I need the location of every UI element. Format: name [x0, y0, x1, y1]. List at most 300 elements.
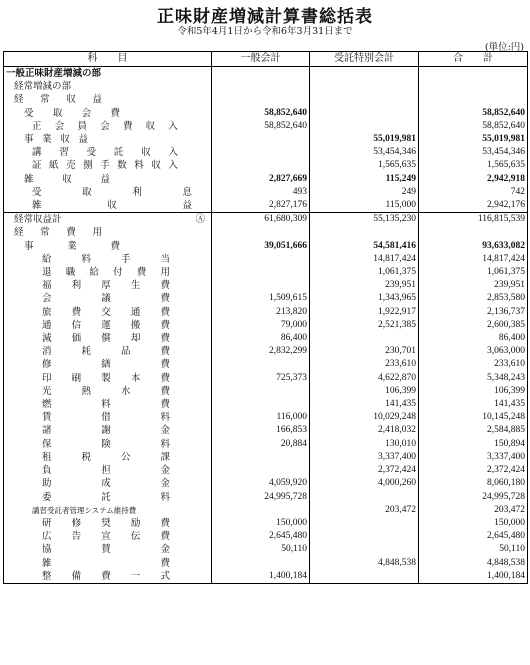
row-label-char: 費 — [160, 280, 170, 292]
row-label-char: 付 — [113, 267, 123, 279]
row-label-cell — [4, 199, 212, 213]
table-row — [4, 107, 528, 120]
row-label-cell — [4, 504, 212, 517]
row-label-char: 燃 — [42, 399, 52, 411]
row-label — [6, 398, 170, 411]
amount-total: 2,942,176 — [419, 199, 528, 213]
row-label-char: 経 — [14, 94, 24, 106]
row-label-cell — [4, 67, 212, 81]
row-label-cell — [4, 543, 212, 556]
amount-total: 2,942,918 — [419, 173, 528, 186]
row-label-char: 料 — [160, 438, 170, 450]
amount-total: 2,136,737 — [419, 306, 528, 319]
header-item: 科 目 — [4, 52, 212, 67]
row-label-char: 業 — [67, 240, 77, 252]
row-label-cell — [4, 332, 212, 345]
row-label-char: 修 — [71, 517, 82, 529]
amount-general — [212, 133, 310, 146]
row-label-char: 費 — [110, 107, 120, 119]
row-label-char: 広 — [42, 531, 52, 543]
unit-label: (単位:円) — [484, 42, 524, 53]
row-label-cell — [4, 306, 212, 319]
table-row — [4, 120, 528, 133]
statement-table — [3, 51, 528, 584]
row-label-char: 習 — [59, 147, 69, 159]
amount-total: 141,435 — [419, 398, 528, 411]
amount-total: 24,995,728 — [419, 491, 528, 504]
row-label-char: 減 — [42, 333, 52, 345]
row-label-char: 公 — [120, 451, 131, 463]
row-label — [6, 199, 192, 212]
table-row — [4, 543, 528, 556]
row-label-char: 入 — [168, 120, 178, 132]
row-label-char: 証 — [32, 160, 42, 172]
amount-general: 61,680,309 — [212, 213, 310, 227]
row-label-char: 会 — [81, 107, 92, 119]
row-label-char: 費 — [122, 120, 133, 132]
table-row — [4, 411, 528, 424]
row-label-char: 収 — [66, 94, 76, 106]
row-label-char: 保 — [42, 438, 52, 450]
amount-trust: 106,399 — [310, 385, 419, 398]
row-label-char: 会 — [100, 120, 110, 132]
amount-general: 2,827,669 — [212, 173, 310, 186]
amount-general: 79,000 — [212, 319, 310, 332]
row-label-cell — [4, 173, 212, 186]
row-label-char: 整 — [42, 570, 52, 582]
table-row — [4, 240, 528, 253]
row-label — [6, 279, 170, 292]
amount-general — [212, 504, 310, 517]
amount-total: 2,372,424 — [419, 464, 528, 477]
row-label-char: 料 — [160, 491, 170, 503]
row-label — [6, 451, 170, 464]
row-label-char: 旅 — [42, 306, 52, 318]
header-general: 一般会計 — [212, 52, 310, 67]
amount-general: 86,400 — [212, 332, 310, 345]
table-row — [4, 80, 528, 93]
row-label — [6, 107, 120, 120]
row-label: 経常増減の部 — [14, 81, 72, 93]
row-label — [6, 570, 170, 583]
amount-total: 203,472 — [419, 504, 528, 517]
row-label-char: 費 — [101, 570, 111, 582]
amount-total: 2,600,385 — [419, 319, 528, 332]
row-label-char: 奨 — [101, 517, 111, 529]
table-row — [4, 372, 528, 385]
row-label-cell — [4, 80, 212, 93]
table-row — [4, 345, 528, 358]
row-label-char: 息 — [182, 186, 192, 198]
amount-total: 233,610 — [419, 358, 528, 371]
row-label-char: 費 — [66, 227, 76, 239]
row-label-char: 会 — [54, 120, 65, 132]
row-label-cell — [4, 424, 212, 437]
row-label-char: 議 — [101, 293, 111, 305]
amount-trust — [310, 517, 419, 530]
table-row — [4, 557, 528, 570]
amount-general: 4,059,920 — [212, 477, 310, 490]
row-label-cell — [4, 240, 212, 253]
row-label-cell — [4, 226, 212, 239]
amount-total — [419, 226, 528, 239]
row-label — [6, 464, 170, 477]
amount-total: 58,852,640 — [419, 120, 528, 133]
table-row — [4, 253, 528, 266]
amount-total: 3,063,000 — [419, 345, 528, 358]
amount-trust: 249 — [310, 186, 419, 199]
row-label-char: 取 — [82, 186, 92, 198]
row-label-char: 交 — [101, 306, 111, 318]
row-label-char: 負 — [42, 465, 52, 477]
row-label-char: 講 — [32, 147, 42, 159]
row-label-char: 費 — [160, 372, 170, 384]
row-label-char: 託 — [101, 491, 111, 503]
amount-general — [212, 146, 310, 159]
amount-trust — [310, 491, 419, 504]
row-label-char: 印 — [42, 372, 52, 384]
row-label-char: 賃 — [42, 412, 52, 424]
table-row — [4, 146, 528, 159]
amount-trust: 203,472 — [310, 504, 419, 517]
table-row — [4, 67, 528, 81]
amount-total: 58,852,640 — [419, 107, 528, 120]
row-label-char: 借 — [101, 412, 111, 424]
row-label-cell — [4, 146, 212, 159]
row-label — [6, 292, 170, 305]
table-row — [4, 93, 528, 106]
amount-total: 10,145,248 — [419, 411, 528, 424]
row-label — [6, 385, 170, 398]
row-label-char: 取 — [52, 107, 63, 119]
row-label-char: 費 — [160, 399, 170, 411]
amount-trust: 141,435 — [310, 398, 419, 411]
amount-trust: 130,010 — [310, 438, 419, 451]
row-label-char: 却 — [130, 333, 141, 345]
row-label-char: 消 — [42, 346, 52, 358]
amount-trust — [310, 570, 419, 584]
row-label-char: 厚 — [101, 280, 111, 292]
row-label-char: 利 — [132, 186, 142, 198]
amount-trust: 1,343,965 — [310, 292, 419, 305]
amount-general — [212, 451, 310, 464]
row-label-char: 業 — [42, 134, 52, 146]
amount-total — [419, 80, 528, 93]
row-label-cell — [4, 292, 212, 305]
row-label-char: 利 — [71, 280, 82, 292]
table-row — [4, 159, 528, 172]
row-label-char: 料 — [134, 160, 144, 172]
row-label — [6, 186, 192, 199]
amount-general: 725,373 — [212, 372, 310, 385]
row-label — [6, 345, 170, 358]
row-label-char: 収 — [107, 200, 117, 212]
table-row — [4, 319, 528, 332]
amount-total: 239,951 — [419, 279, 528, 292]
amount-trust — [310, 226, 419, 239]
row-label-char: 一 — [130, 570, 141, 582]
row-label-char: 繕 — [101, 359, 111, 371]
amount-total: 2,584,885 — [419, 424, 528, 437]
row-label-char: 入 — [168, 160, 178, 172]
row-label-char: 価 — [71, 333, 82, 345]
row-label-char: 入 — [168, 147, 178, 159]
row-label-cell — [4, 464, 212, 477]
row-label-char: 雑 — [24, 173, 34, 185]
row-label-char: 費 — [160, 385, 170, 397]
row-label-char: 賛 — [101, 544, 111, 556]
amount-trust: 54,581,416 — [310, 240, 419, 253]
row-label — [6, 491, 170, 504]
subtotal-mark: Ⓐ — [195, 214, 205, 226]
row-label-char: 費 — [160, 517, 170, 529]
amount-trust: 53,454,346 — [310, 146, 419, 159]
header-trust: 受託特別会計 — [310, 52, 419, 67]
row-label-char: 水 — [120, 385, 131, 397]
amount-total: 1,565,635 — [419, 159, 528, 172]
row-label-cell — [4, 398, 212, 411]
row-label-cell — [4, 477, 212, 490]
row-label-char: 金 — [160, 544, 170, 556]
row-label-char: 料 — [160, 412, 170, 424]
row-label-char: 備 — [71, 570, 82, 582]
amount-total: 53,454,346 — [419, 146, 528, 159]
table-row — [4, 279, 528, 292]
row-label-cell — [4, 372, 212, 385]
table-row — [4, 570, 528, 584]
row-label-char: 給 — [42, 253, 52, 265]
row-label — [6, 424, 170, 437]
row-label-char: 収 — [60, 134, 70, 146]
row-label-char: 給 — [89, 267, 99, 279]
row-label-cell — [4, 438, 212, 451]
row-label — [6, 240, 120, 253]
row-label-char: 励 — [130, 517, 141, 529]
row-label-char: 通 — [130, 306, 141, 318]
amount-trust — [310, 530, 419, 543]
amount-total: 5,348,243 — [419, 372, 528, 385]
row-label-char: 益 — [92, 94, 102, 106]
table-row — [4, 266, 528, 279]
row-label-char: 経 — [14, 227, 24, 239]
row-label — [6, 159, 178, 172]
row-label-char: 収 — [145, 120, 156, 132]
row-label-char: 委 — [42, 491, 52, 503]
row-label — [6, 438, 170, 451]
amount-trust: 1,565,635 — [310, 159, 419, 172]
amount-general: 2,827,176 — [212, 199, 310, 213]
row-label-char: 信 — [71, 319, 82, 331]
row-label-char: 正 — [32, 120, 42, 132]
amount-trust: 2,372,424 — [310, 464, 419, 477]
amount-general — [212, 385, 310, 398]
amount-general — [212, 226, 310, 239]
row-label — [6, 557, 170, 570]
amount-total: 93,633,082 — [419, 240, 528, 253]
row-label-char: 金 — [160, 465, 170, 477]
row-label-char: 担 — [101, 465, 111, 477]
row-label-cell — [4, 186, 212, 199]
row-label-char: 険 — [101, 438, 111, 450]
amount-total: 106,399 — [419, 385, 528, 398]
page-title: 正味財産増減計算書総括表 — [157, 7, 373, 27]
row-label — [6, 517, 170, 530]
row-label-char: 受 — [86, 147, 97, 159]
amount-general — [212, 464, 310, 477]
row-label-char: 員 — [77, 120, 87, 132]
row-label-char: 運 — [101, 319, 111, 331]
table-row — [4, 451, 528, 464]
amount-general: 58,852,640 — [212, 107, 310, 120]
row-label-char: 手 — [120, 253, 131, 265]
row-label — [6, 332, 170, 345]
amount-trust: 4,622,870 — [310, 372, 419, 385]
amount-trust: 115,249 — [310, 173, 419, 186]
row-label-char: 雑 — [42, 557, 52, 569]
row-label-char: 耗 — [81, 346, 91, 358]
amount-general — [212, 253, 310, 266]
row-label-char: 修 — [42, 359, 52, 371]
amount-total: 50,110 — [419, 543, 528, 556]
row-label — [6, 372, 170, 385]
row-label: 講習受託者管理システム維持費 — [32, 505, 137, 515]
amount-general: 39,051,666 — [212, 240, 310, 253]
amount-total — [419, 93, 528, 106]
amount-trust — [310, 93, 419, 106]
row-label-char: 光 — [42, 385, 52, 397]
row-label-char: 費 — [160, 531, 170, 543]
amount-trust: 239,951 — [310, 279, 419, 292]
amount-trust: 4,000,260 — [310, 477, 419, 490]
row-label-char: 事 — [24, 134, 34, 146]
amount-general — [212, 358, 310, 371]
amount-general — [212, 557, 310, 570]
row-label-cell — [4, 570, 212, 584]
amount-trust — [310, 120, 419, 133]
row-label-char: 益 — [78, 134, 88, 146]
row-label-char: 刷 — [71, 372, 82, 384]
row-label-char: 託 — [113, 147, 124, 159]
row-label — [6, 146, 178, 159]
row-label-char: 式 — [160, 570, 170, 582]
row-label-char: 謝 — [101, 425, 111, 437]
table-row — [4, 306, 528, 319]
table-row — [4, 292, 528, 305]
row-label — [6, 319, 170, 332]
amount-total: 3,337,400 — [419, 451, 528, 464]
row-label-cell — [4, 120, 212, 133]
row-label-char: 福 — [42, 280, 52, 292]
amount-general: 2,645,480 — [212, 530, 310, 543]
row-label-cell — [4, 411, 212, 424]
row-label-char: 諸 — [42, 425, 52, 437]
amount-trust: 115,000 — [310, 199, 419, 213]
row-label-char: 会 — [42, 293, 52, 305]
amount-general: 166,853 — [212, 424, 310, 437]
row-label — [6, 477, 170, 490]
amount-trust — [310, 543, 419, 556]
row-label-char: 製 — [101, 372, 111, 384]
amount-general: 24,995,728 — [212, 491, 310, 504]
row-label-char: 数 — [117, 160, 127, 172]
row-label-char: 料 — [81, 253, 91, 265]
row-label-cell — [4, 279, 212, 292]
amount-trust: 55,135,230 — [310, 213, 419, 227]
row-label-char: 伝 — [130, 531, 141, 543]
amount-general: 20,884 — [212, 438, 310, 451]
row-label — [6, 93, 102, 106]
row-label-char: 退 — [42, 267, 52, 279]
row-label-char: 益 — [100, 173, 110, 185]
row-label-char: 成 — [101, 478, 111, 490]
table-row — [4, 517, 528, 530]
amount-general: 493 — [212, 186, 310, 199]
row-label-char: 当 — [160, 253, 170, 265]
amount-general: 116,000 — [212, 411, 310, 424]
row-label-cell — [4, 93, 212, 106]
amount-trust — [310, 67, 419, 81]
amount-total: 14,817,424 — [419, 253, 528, 266]
amount-total: 116,815,539 — [419, 213, 528, 227]
row-label-char: 宣 — [101, 531, 111, 543]
table-row — [4, 491, 528, 504]
row-label-char: 熱 — [81, 385, 91, 397]
row-label-char: 用 — [160, 267, 170, 279]
row-label-char: 雑 — [32, 200, 42, 212]
row-label-char: 償 — [101, 333, 111, 345]
amount-general: 213,820 — [212, 306, 310, 319]
row-label-cell — [4, 557, 212, 570]
row-label — [6, 306, 170, 319]
row-label-char: 協 — [42, 544, 52, 556]
amount-trust: 4,848,538 — [310, 557, 419, 570]
amount-total: 1,400,184 — [419, 570, 528, 584]
row-label-char: 収 — [141, 147, 151, 159]
row-label-cell — [4, 319, 212, 332]
row-label — [6, 120, 178, 133]
row-label-char: 紙 — [49, 160, 59, 172]
amount-trust — [310, 107, 419, 120]
row-label-char: 課 — [160, 451, 170, 463]
amount-general: 50,110 — [212, 543, 310, 556]
row-label: 経常収益計 — [14, 214, 62, 226]
row-label — [6, 358, 170, 371]
row-label — [6, 226, 102, 239]
row-label — [6, 411, 170, 424]
amount-trust: 14,817,424 — [310, 253, 419, 266]
row-label-char: 費 — [71, 306, 82, 318]
row-label-char: 受 — [24, 107, 34, 119]
row-label — [6, 133, 88, 146]
amount-general — [212, 80, 310, 93]
row-label-char: 費 — [160, 319, 170, 331]
table-row — [4, 186, 528, 199]
table-row — [4, 504, 528, 517]
table-row — [4, 133, 528, 146]
table-row — [4, 199, 528, 213]
table-header-row — [4, 52, 528, 67]
row-label-char: 助 — [42, 478, 52, 490]
amount-trust: 10,029,248 — [310, 411, 419, 424]
amount-trust — [310, 332, 419, 345]
amount-general: 1,509,615 — [212, 292, 310, 305]
row-label-char: 金 — [160, 425, 170, 437]
amount-general — [212, 67, 310, 81]
amount-total: 86,400 — [419, 332, 528, 345]
amount-total: 1,061,375 — [419, 266, 528, 279]
amount-total: 150,000 — [419, 517, 528, 530]
row-label-cell — [4, 253, 212, 266]
